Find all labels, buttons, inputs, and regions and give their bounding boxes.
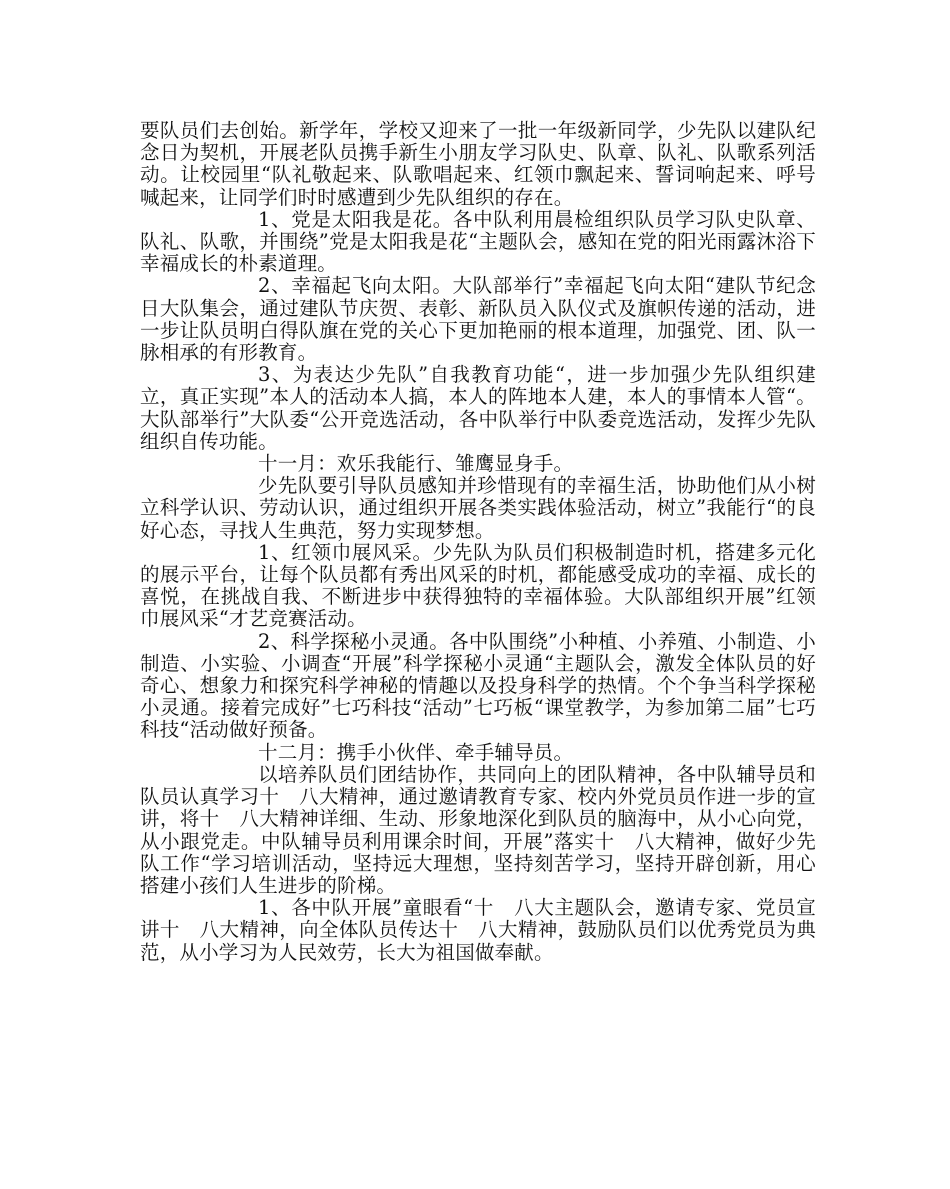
paragraph: 少先队要引导队员感知并珍惜现有的幸福生活，协助他们从小树立科学认识、劳动认识，通过组织开展各类实践体验活动，树立”我能行“的良好心态，寻找人生典范，努力实现梦想。 bbox=[140, 474, 816, 542]
paragraph: 要队员们去创始。新学年，学校又迎来了一批一年级新同学，少先队以建队纪念日为契机，开展老队员携手新生小朋友学习队史、队章、队礼、队歌系列活动。让校园里“队礼敬起来、队歌唱起来、红领巾飘起来、誓词响起来、呼号喊起来，让同学们时时感遭到少先队组织的存在。 bbox=[140, 119, 816, 209]
paragraph: 3、为表达少先队”自我教育功能“，进一步加强少先队组织建立，真正实现”本人的活动本人搞，本人的阵地本人建，本人的事情本人管“。大队部举行”大队委“公开竞选活动，各中队举行中队委竞选活动，发挥少先队组织自传功能。 bbox=[140, 363, 816, 453]
paragraph: 2、科学探秘小灵通。各中队围绕”小种植、小养殖、小制造、小制造、小实验、小调查“开展”科学探秘小灵通“主题队会，激发全体队员的好奇心、想象力和探究科学神秘的情趣以及投身科学的热情。个个争当科学探秘小灵通。接着完成好”七巧科技“活动”七巧板“课堂教学，为参加第二届”七巧科技“活动做好预备。 bbox=[140, 629, 816, 742]
section-heading-december: 十二月：携手小伙伴、牵手辅导员。 bbox=[258, 740, 574, 764]
document-body bbox=[140, 120, 816, 964]
paragraph: 2、幸福起飞向太阳。大队部举行”幸福起飞向太阳“建队节纪念日大队集会，通过建队节庆贺、表彰、新队员入队仪式及旗帜传递的活动，进一步让队员明白得队旗在党的关心下更加艳丽的根本道理，加强党、团、队一脉相承的有形教育。 bbox=[140, 274, 816, 365]
paragraph: 以培养队员们团结协作，共同向上的团队精神，各中队辅导员和队员认真学习十 八大精神，通过邀请教育专家、校内外党员员作进一步的宣讲，将十 八大精神详细、生动、形象地深化到队员的脑海中，从小心向党，从小跟党走。中队辅导员利用课余时间，开展”落实十 八大精神，做好少先队工作“学习培训活动，坚持远大理想，坚持刻苦学习，坚持开辟创新，用心搭建小孩们人生进步的阶梯。 bbox=[140, 762, 816, 897]
paragraph: 1、党是太阳我是花。各中队利用晨检组织队员学习队史队章、队礼、队歌，并围绕”党是太阳我是花“主题队会，感知在党的阳光雨露沐浴下幸福成长的朴素道理。 bbox=[140, 207, 816, 276]
paragraph: 1、各中队开展”童眼看“十 八大主题队会，邀请专家、党员宣讲十 八大精神，向全体队员传达十 八大精神，鼓励队员们以优秀党员为典范，从小学习为人民效劳，长大为祖国做奉献。 bbox=[140, 896, 816, 964]
paragraph: 1、红领巾展风采。少先队为队员们积极制造时机，搭建多元化的展示平台，让每个队员都有秀出风采的时机，都能感受成功的幸福、成长的喜悦，在挑战自我、不断进步中获得独特的幸福体验。大队部组织开展”红领巾展风采“才艺竞赛活动。 bbox=[140, 540, 816, 631]
section-heading-november: 十一月：欢乐我能行、雏鹰显身手。 bbox=[258, 452, 574, 476]
